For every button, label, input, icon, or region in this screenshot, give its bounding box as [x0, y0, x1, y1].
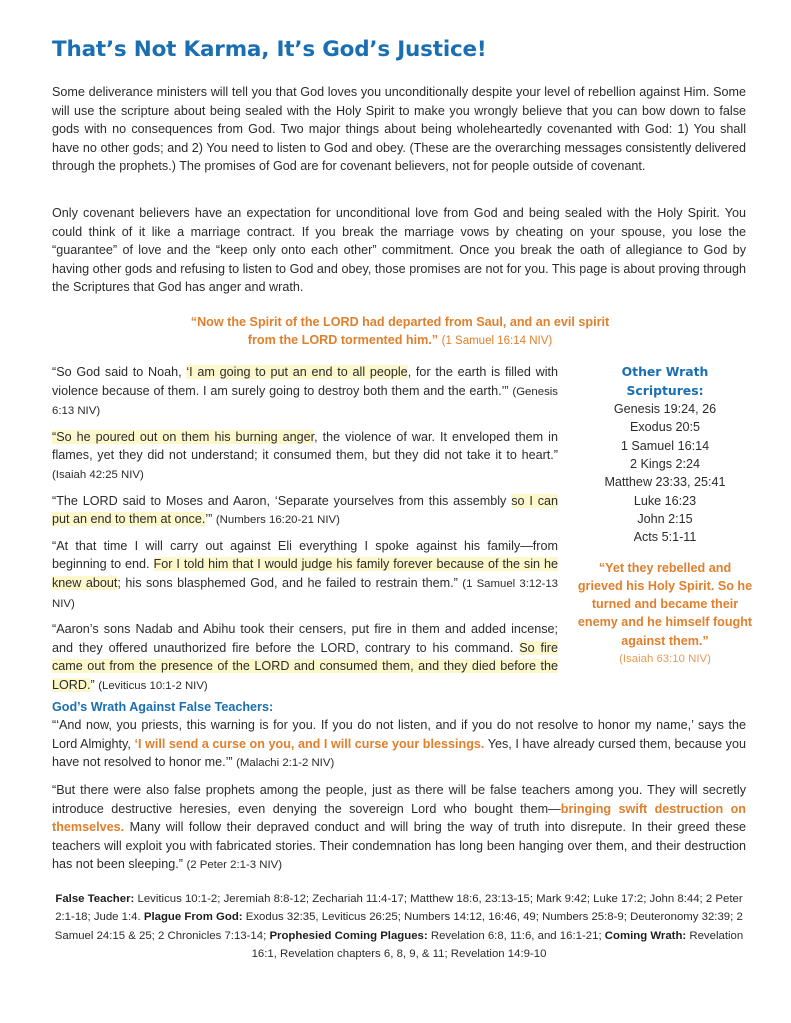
verse-text: “So God said to Noah,	[52, 365, 187, 379]
sidebar-scripture-item: John 2:15	[637, 511, 693, 526]
false-teachers-verse-2	[52, 781, 746, 875]
featured-quote-line2: from the LORD tormented him.”	[247, 333, 439, 347]
verse-highlight: so I can put an end to them at once.	[52, 493, 558, 527]
verse-highlight: For I told him that I would judge his family forever because of the sin he knew about	[52, 557, 558, 590]
verse-highlight: ‘I am going to put an end to all people	[186, 365, 408, 379]
verse-ref: (2 Peter 2:1-3 NIV)	[186, 859, 283, 872]
false-teachers-verse-1	[52, 716, 746, 773]
sidebar-quote-ref: (Isaiah 63:10 NIV)	[619, 653, 711, 666]
verse-text: , the violence of war. It enveloped them in flames, yet they did not understand; it consumed them, but they did not take it to heart.”	[52, 429, 558, 463]
sidebar-heading	[575, 363, 755, 400]
reference-list	[48, 890, 750, 964]
verse-ref: (Genesis 6:13 NIV)	[52, 385, 558, 418]
verse-emphasis: ‘I will send a curse on you, and I will curse your blessings.	[134, 736, 485, 751]
verse-text: Many will follow their depraved conduct and will bring the way of truth into disrepute. In their greed these teachers will exploit you with fabricated stories. Their condemnation has long been hanging over them, and their destruction has not been sleeping.”	[52, 820, 746, 872]
sidebar-scripture-item: Matthew 23:33, 25:41	[604, 475, 726, 490]
reference-text: Leviticus 10:1-2; Jeremiah 8:8-12; Zechariah 11:4-17; Matthew 18:6, 23:13-15; Mark 9:42; Luke 17:2; John 8:44; 2 Peter 2:1-18; Jude 1:4.	[55, 893, 743, 924]
sidebar-scripture-item: Acts 5:1-11	[633, 530, 697, 545]
other-wrath-sidebar	[575, 363, 755, 668]
verse-text: “‘And now, you priests, this warning is for you. If you do not listen, and if you do not resolve to honor my name,’ says the Lord Almighty,	[52, 718, 746, 751]
verse-ref: (Leviticus 10:1-2 NIV)	[98, 679, 208, 692]
reference-category-label: Plague From God:	[143, 911, 243, 924]
reference-category-label: Coming Wrath:	[604, 929, 687, 942]
verse-text: “The LORD said to Moses and Aaron, ‘Separate yourselves from this assembly	[52, 493, 512, 508]
verse-item	[52, 363, 558, 421]
verse-list	[52, 363, 558, 703]
intro-paragraph-1: Some deliverance ministers will tell you that God loves you unconditionally despite your level of rebellion against Him. Some will use the scripture about being sealed with the Holy Spirit to make you wrongly believe that you can bow down to false gods with no consequences from God. Two major things about being wholeheartedly covenanted with God: 1) You shall have no other gods; and 2) You need to listen to God and obey. (These are the overarching messages consistently delivered through the prophets.) The promises of God are for covenant believers, not for people outside of covenant.	[52, 85, 746, 174]
false-teachers-heading: God’s Wrath Against False Teachers:	[52, 700, 274, 714]
verse-highlight: “So he poured out on them his burning anger	[52, 429, 315, 444]
sidebar-heading-line1: Other Wrath	[621, 364, 709, 379]
verse-ref: (Malachi 2:1-2 NIV)	[236, 757, 335, 770]
verse-text: ; his sons blasphemed God, and he failed to restrain them.”	[117, 575, 463, 590]
featured-quote-ref: (1 Samuel 16:14 NIV)	[441, 335, 553, 347]
featured-quote-line1: “Now the Spirit of the LORD had departed from Saul, and an evil spirit	[190, 315, 610, 329]
featured-quote	[120, 313, 680, 350]
reference-category-label: False Teacher:	[55, 893, 135, 905]
sidebar-scripture-item: 1 Samuel 16:14	[620, 438, 710, 453]
verse-text: Yes, I have already cursed them, because you have not resolved to honor me.’”	[52, 736, 746, 770]
verse-item	[52, 537, 558, 613]
verse-emphasis: bringing swift destruction on themselves.	[52, 801, 746, 835]
verse-text: “But there were also false prophets among the people, just as there will be false teachers among you. They will secretly introduce destructive heresies, even denying the sovereign Lord who bought them—	[52, 783, 746, 816]
sidebar-scripture-item: 2 Kings 2:24	[629, 457, 701, 472]
verse-ref: (Isaiah 42:25 NIV)	[52, 468, 144, 481]
verse-text: ”	[90, 677, 99, 692]
verse-ref: (Numbers 16:20-21 NIV)	[215, 514, 340, 527]
verse-text: “At that time I will carry out against Eli everything I spoke against his family—from beginning to end.	[52, 538, 558, 572]
reference-category-label: Prophesied Coming Plagues:	[269, 929, 428, 942]
sidebar-scripture-item: Genesis 19:24, 26	[613, 402, 717, 417]
verse-highlight: So fire came out from the presence of the LORD and consumed them, and they died before the LORD.	[52, 640, 558, 692]
verse-text: “Aaron’s sons Nadab and Abihu took their censers, put fire in them and added incense; and they offered unauthorized fire before the LORD, contrary to his command.	[52, 622, 558, 655]
sidebar-quote: “Yet they rebelled and grieved his Holy Spirit. So he turned and became their enemy and he himself fought against them.”	[577, 560, 753, 648]
page-title: That’s Not Karma, It’s God’s Justice!	[52, 37, 487, 62]
verse-item	[52, 620, 558, 695]
verse-text: , for the earth is filled with violence because of them. I am surely going to destroy both them and the earth.’”	[52, 365, 558, 398]
verse-ref: (1 Samuel 3:12-13 NIV)	[52, 577, 558, 610]
verse-text: ’”	[205, 512, 216, 527]
reference-text: Exodus 32:35, Leviticus 26:25; Numbers 14:12, 16:46, 49; Numbers 25:8-9; Deuteronomy 32:39; 2 Samuel 24:15 & 25; 2 Chronicles 7:13-14;	[54, 911, 743, 942]
reference-text: Revelation 6:8, 11:6, and 16:1-21;	[427, 929, 605, 942]
verse-item	[52, 492, 558, 530]
sidebar-scripture-item: Exodus 20:5	[629, 420, 701, 435]
sidebar-scripture-item: Luke 16:23	[633, 493, 697, 508]
sidebar-scripture-list	[575, 400, 755, 546]
intro-paragraph-2: Only covenant believers have an expectation for unconditional love from God and being sealed with the Holy Spirit. You could think of it like a marriage contract. If you break the marriage vows by cheating on your spouse, you lose the “guarantee” of love and the “keep only onto each other” commitment. Once you break the oath of allegiance to God by having other gods and refusing to listen to God and obey, those promises are not for you. This page is about proving through the Scriptures that God has anger and wrath.	[52, 206, 746, 295]
verse-item	[52, 428, 558, 485]
sidebar-heading-line2: Scriptures:	[626, 382, 704, 398]
reference-text: Revelation 16:1, Revelation chapters 6, 8, 9, & 11; Revelation 14:9-10	[251, 929, 744, 961]
